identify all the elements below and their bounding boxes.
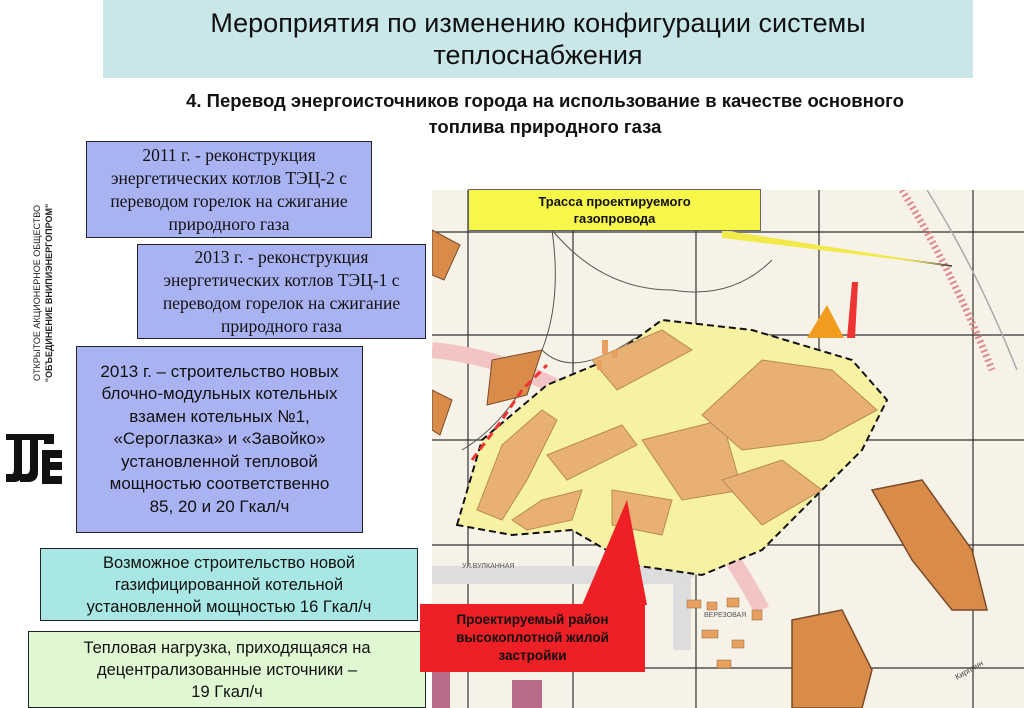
street-label-kirpichnaya: Кирпичн <box>953 658 985 682</box>
box-line: «Сероглазка» и «Завойко» <box>113 429 326 449</box>
tec2-reconstruction-box <box>86 141 372 238</box>
box-line: природного газа <box>168 213 290 234</box>
tec1-reconstruction-box <box>137 244 426 339</box>
callout-line: Трасса проектируемого <box>538 194 691 209</box>
modular-boilers-box <box>76 346 363 533</box>
box-line: взамен котельных №1, <box>129 406 310 426</box>
section-subtitle <box>70 88 1020 140</box>
box-line: 2013 г. - реконструкция <box>194 246 369 267</box>
box-line: 2013 г. – строительство новых <box>100 361 339 381</box>
subtitle-line-2: топлива природного газа <box>428 116 662 137</box>
box-line: установленной мощностью 16 Гкал/ч <box>86 597 372 616</box>
street-label-berezovaya: ВЕРЕЗОВАЯ <box>704 612 747 619</box>
box-line: мощностью соответственно <box>109 474 330 494</box>
gas-pipeline-callout <box>468 189 761 231</box>
box-line: децентрализованные источники – <box>96 660 358 679</box>
box-line: Тепловая нагрузка, приходящаяся на <box>83 638 371 657</box>
title-line-1: Мероприятия по изменению конфигурации системы <box>210 8 866 38</box>
box-line: энергетических котлов ТЭЦ-1 с <box>163 269 400 290</box>
box-line: блочно-модульных котельных <box>101 384 338 404</box>
box-line: 85, 20 и 20 Гкал/ч <box>149 496 290 516</box>
callout-line: высокоплотной жилой <box>456 630 609 645</box>
company-name: "ОБЪЕДИНЕНИЕ ВНИПИЭНЕРГОПРОМ" <box>43 203 54 382</box>
box-line: энергетических котлов ТЭЦ-2 с <box>111 167 347 188</box>
subtitle-line-1: 4. Перевод энергоисточников города на использование в качестве основного <box>186 90 904 111</box>
callout-line: газопровода <box>573 211 656 226</box>
slide-title <box>103 0 973 78</box>
gas-boiler-box <box>40 548 418 621</box>
box-line: Возможное строительство новой <box>102 553 355 572</box>
decentralized-load-box <box>28 631 426 708</box>
residential-district-callout <box>420 604 645 672</box>
box-line: 19 Гкал/ч <box>191 682 263 701</box>
box-line: природного газа <box>220 315 342 336</box>
box-line: переводом горелок на сжигание <box>110 190 348 211</box>
callout-line: Проектируемый район <box>456 612 609 627</box>
box-line: установленной тепловой <box>121 451 318 471</box>
title-line-2: теплоснабжения <box>433 40 643 70</box>
company-logo-icon <box>4 432 64 486</box>
street-label-vulkannaya: УЛ.ВУЛКАННАЯ <box>462 563 515 570</box>
company-vertical-label <box>20 175 65 410</box>
callout-line: застройки <box>498 648 567 663</box>
box-line: 2011 г. - реконструкция <box>142 144 316 165</box>
box-line: газифицированной котельной <box>114 575 344 594</box>
box-line: переводом горелок на сжигание <box>162 292 401 313</box>
company-type: ОТКРЫТОЕ АКЦИОНЕРНОЕ ОБЩЕСТВО <box>31 204 42 381</box>
